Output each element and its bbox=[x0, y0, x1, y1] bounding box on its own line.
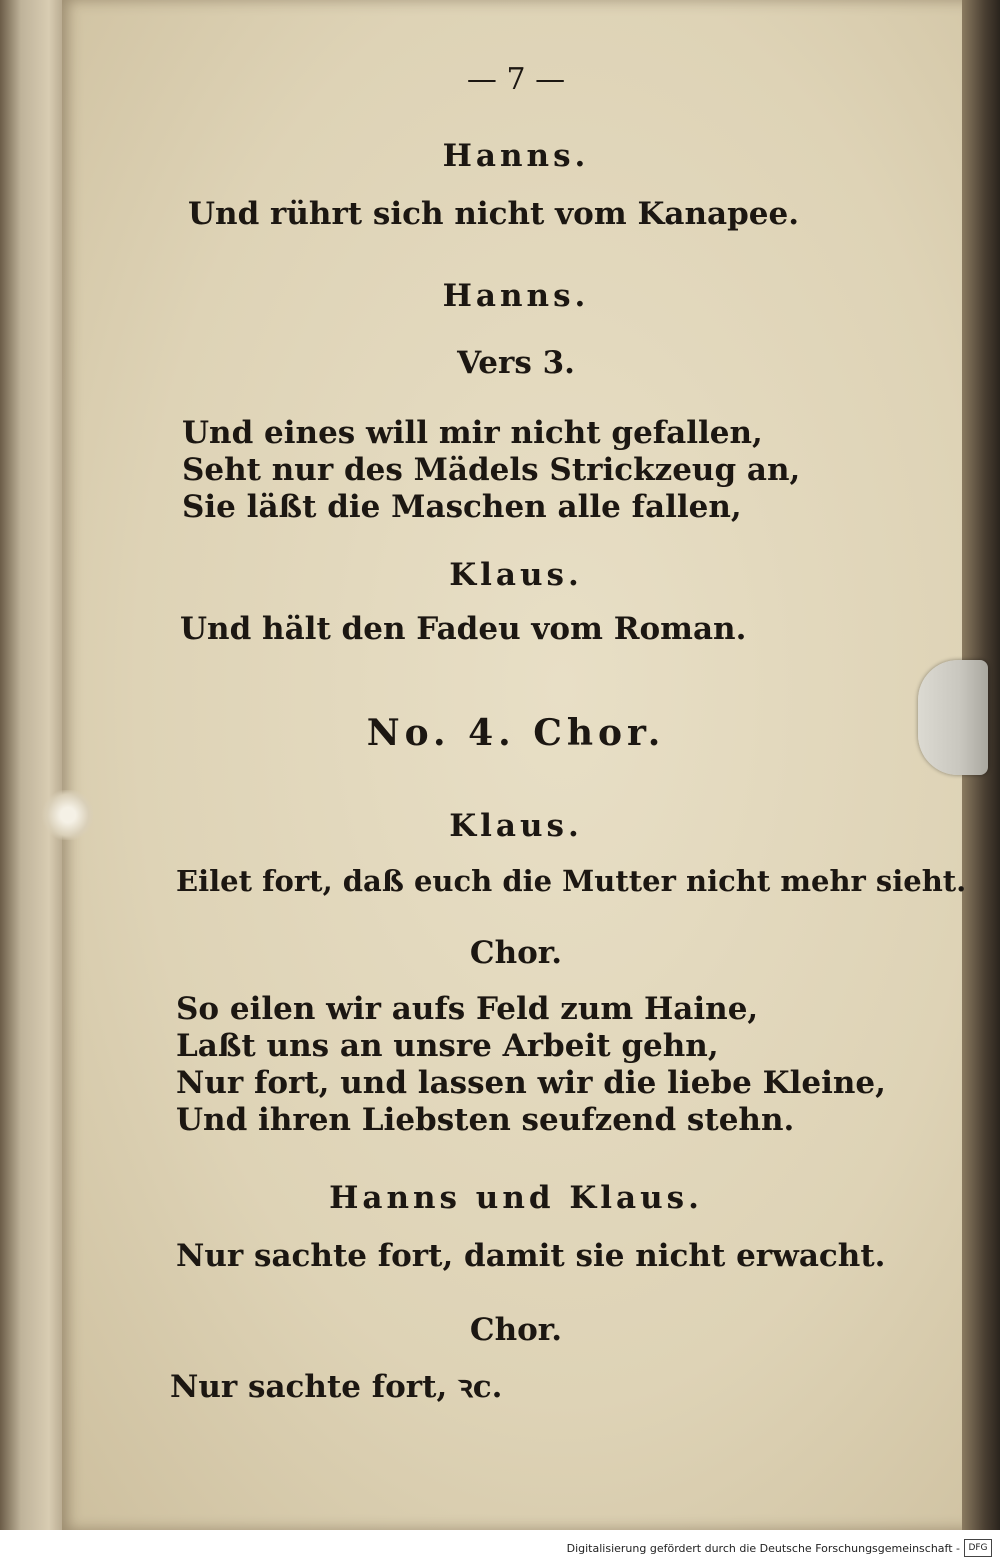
chorus-line-2: Laßt uns an unsre Arbeit gehn, bbox=[176, 1028, 719, 1064]
verse-line-2: Seht nur des Mädels Strickzeug an, bbox=[182, 452, 801, 488]
speaker-chor-2: Chor. bbox=[469, 1312, 563, 1348]
text-line-1: Und rührt sich nicht vom Kanapee. bbox=[188, 196, 800, 232]
footer-bar bbox=[0, 1530, 1000, 1563]
dfg-logo: DFG bbox=[964, 1539, 992, 1557]
number-heading: No. 4. Chor. bbox=[366, 712, 666, 754]
book-spine-left bbox=[0, 0, 70, 1563]
verse-line-3: Sie läßt die Maschen alle fallen, bbox=[182, 489, 742, 525]
chorus-line-4: Und ihren Liebsten seufzend stehn. bbox=[176, 1102, 795, 1138]
page-number: — 7 — bbox=[466, 62, 566, 97]
verse-heading: Vers 3. bbox=[457, 345, 575, 381]
text-line-2: Und hält den Fadeu vom Roman. bbox=[180, 611, 747, 647]
text-line-3: Eilet fort, daß euch die Mutter nicht mehr sieht. bbox=[176, 864, 967, 898]
speaker-chor-1: Chor. bbox=[469, 935, 563, 971]
speaker-klaus-2: Klaus. bbox=[449, 808, 583, 844]
footer-credit: Digitalisierung gefördert durch die Deutsche Forschungsgemeinschaft - bbox=[566, 1542, 960, 1555]
chorus-line-1: So eilen wir aufs Feld zum Haine, bbox=[176, 991, 759, 1027]
chorus-line-3: Nur fort, und lassen wir die liebe Kleine, bbox=[176, 1065, 886, 1101]
verse-line-1: Und eines will mir nicht gefallen, bbox=[182, 415, 763, 451]
speaker-hanns-2: Hanns. bbox=[442, 278, 590, 314]
speaker-hanns-1: Hanns. bbox=[442, 138, 590, 174]
text-line-4: Nur sachte fort, damit sie nicht erwacht. bbox=[176, 1238, 886, 1274]
speaker-klaus-1: Klaus. bbox=[449, 557, 583, 593]
text-line-5: Nur sachte fort, ꝛc. bbox=[170, 1369, 503, 1405]
speaker-hanns-und-klaus: Hanns und Klaus. bbox=[329, 1180, 703, 1216]
